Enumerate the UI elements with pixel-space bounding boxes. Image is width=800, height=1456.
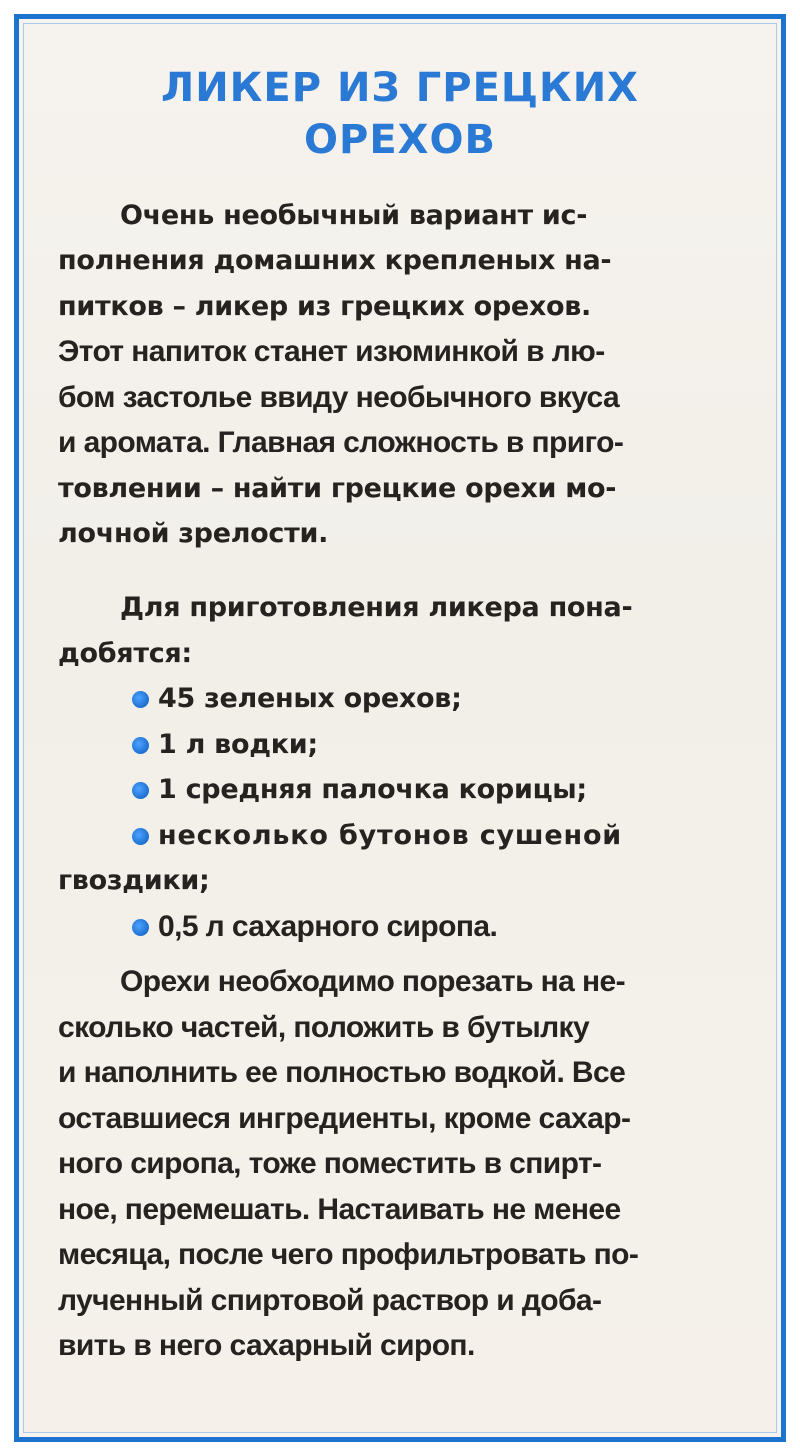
ingredient-item-3: 1 средняя палочка корицы; bbox=[158, 774, 587, 805]
bullet-icon bbox=[132, 919, 149, 936]
ingredient-item-4-continued: гвоздики; bbox=[58, 865, 210, 896]
article-frame bbox=[14, 14, 786, 1442]
intro-line-2: полнения домашних крепленых на- bbox=[58, 245, 612, 276]
method-line-8: лученный спиртовой раствор и доба- bbox=[58, 1284, 602, 1317]
bullet-icon bbox=[132, 691, 149, 708]
bullet-icon bbox=[132, 828, 149, 845]
ingredient-item-1: 45 зеленых орехов; bbox=[158, 683, 462, 714]
bullet-icon bbox=[132, 737, 149, 754]
method-line-7: месяца, после чего профильтровать по- bbox=[58, 1238, 639, 1271]
intro-line-1: Очень необычный вариант ис- bbox=[120, 200, 588, 231]
ingredients-intro-line-1: Для приготовления ликера пона- bbox=[120, 592, 633, 623]
method-line-5: ного сиропа, тоже поместить в спирт- bbox=[58, 1147, 602, 1180]
method-line-4: оставшиеся ингредиенты, кроме сахар- bbox=[58, 1102, 631, 1135]
bullet-icon bbox=[132, 782, 149, 799]
method-line-1: Орехи необходимо порезать на не- bbox=[120, 965, 625, 998]
method-line-9: вить в него сахарный сироп. bbox=[58, 1329, 475, 1362]
article-body bbox=[23, 23, 777, 1433]
ingredients-intro-line-2: добятся: bbox=[58, 638, 192, 669]
method-line-3: и наполнить ее полностью водкой. Все bbox=[58, 1056, 626, 1089]
intro-line-3: питков – ликер из грецких орехов. bbox=[58, 291, 591, 322]
ingredient-item-2: 1 л водки; bbox=[158, 729, 318, 760]
intro-line-8: лочной зрелости. bbox=[58, 518, 329, 549]
ingredient-item-5: 0,5 л сахарного сиропа. bbox=[158, 910, 498, 943]
intro-line-7: товлении – найти грецкие орехи мо- bbox=[58, 473, 617, 504]
intro-line-6: и аромата. Главная сложность в приго- bbox=[58, 426, 624, 459]
article-title-line-1: ЛИКЕР ИЗ ГРЕЦКИХ bbox=[160, 65, 640, 111]
intro-line-5: бом застолье ввиду необычного вкуса bbox=[58, 381, 620, 414]
ingredient-item-4: несколько бутонов сушеной bbox=[158, 820, 623, 851]
method-line-6: ное, перемешать. Настаивать не менее bbox=[58, 1193, 621, 1226]
method-line-2: сколько частей, положить в бутылку bbox=[58, 1011, 590, 1044]
article-title-line-2: ОРЕХОВ bbox=[304, 117, 496, 163]
intro-line-4: Этот напиток станет изюминкой в лю- bbox=[58, 335, 605, 368]
